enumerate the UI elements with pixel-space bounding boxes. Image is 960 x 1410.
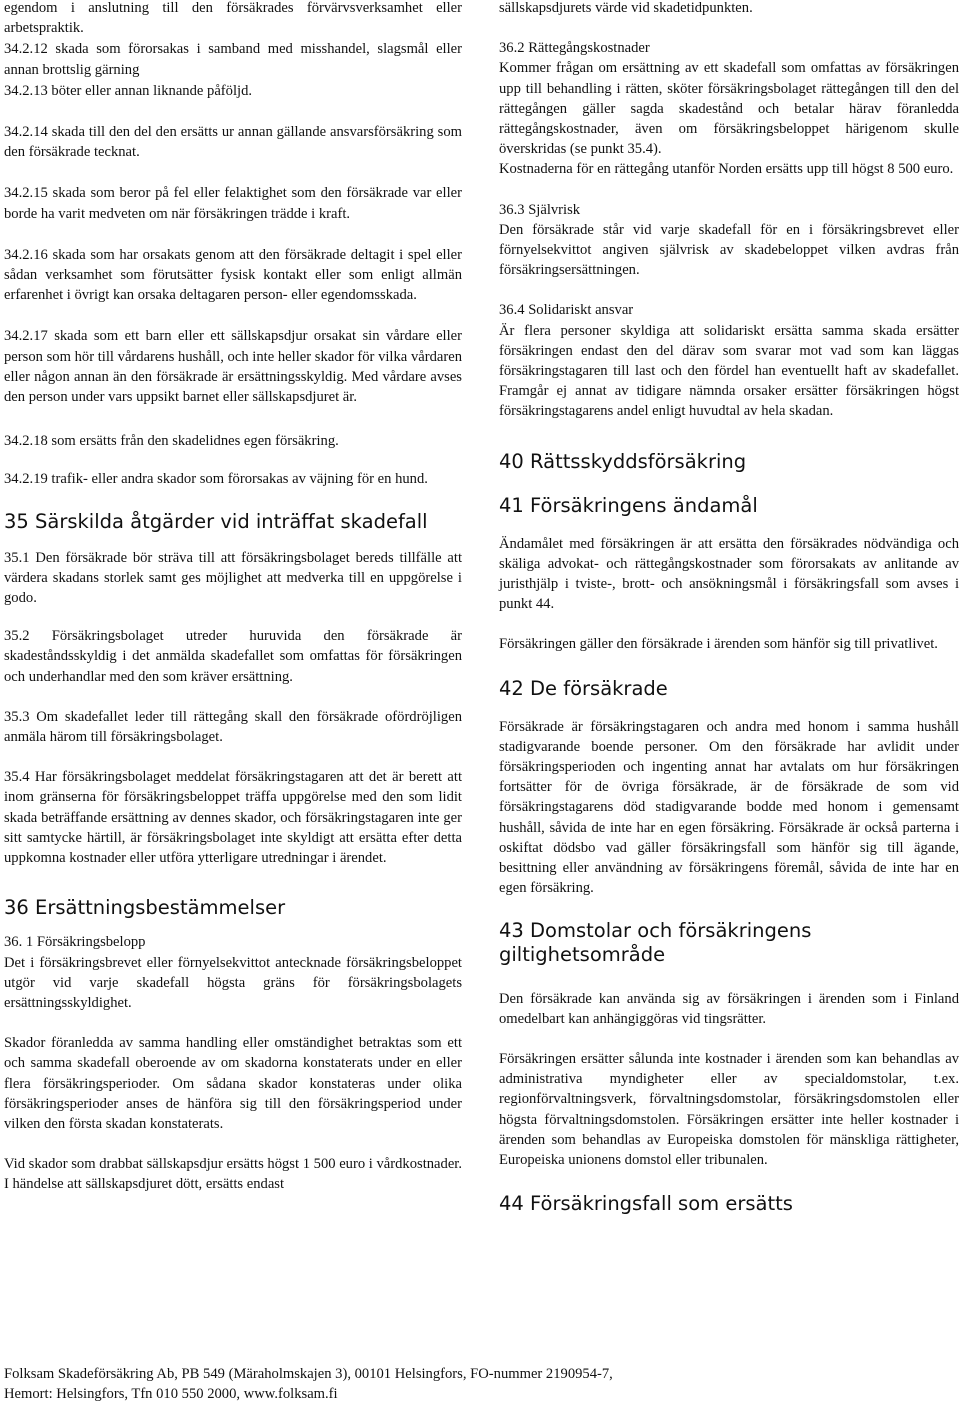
footer-contact-line: Hemort: Helsingfors, Tfn 010 550 2000, www.folksam.fi [4, 1386, 338, 1403]
section-heading-43: 43 Domstolar och försäkringens giltighetsområde [499, 918, 812, 966]
paragraph-34-2-14: 34.2.14 skada till den del den ersätts ur annan gällande ansvarsförsäkring som den försäkrade tecknat. [4, 124, 462, 161]
paragraph-36-1-pets: Vid skador som drabbat sällskapsdjur ersätts högst 1 500 euro i vårdkostnader. I händelse att sällskapsdjuret dött, ersätts endast [4, 1156, 462, 1193]
paragraph-35-2: 35.2 Försäkringsbolaget utreder huruvida den försäkrade är skadeståndsskyldig i det anmälda skadefallet som omfattas för försäkringen och underhandlar med den som kräver ersättning. [4, 628, 462, 685]
page-footer [4, 1364, 904, 1404]
paragraph-41-purpose: Ändamålet med försäkringen är att ersätta den försäkrades nödvändiga och skäliga advokat- och rättegångskostnader som förorsakats av anlitande av juristhjälp i tviste-, brott- och ansökningsmål i försäkringsfall som avses i punkt 44. [499, 535, 959, 613]
subheading-36-3: 36.3 Självrisk [499, 201, 581, 218]
paragraph-36-1: Det i försäkringsbrevet eller förnyelsekvittot antecknade försäkringsbeloppet utgör vid varje skadefall högsta gräns för försäkringsbolagets ersättningsskyldighet. [4, 954, 462, 1011]
paragraph: sällskapsdjurets värde vid skadetidpunkten. [499, 0, 753, 16]
right-column [499, 0, 959, 1216]
section-heading-36: 36 Ersättningsbestämmelser [4, 896, 286, 920]
section-heading-35: 35 Särskilda åtgärder vid inträffat skadefall [4, 509, 428, 533]
paragraph-42-insured: Försäkrade är försäkringstagaren och andra med honom i samma hushåll stadigvarande boende personer. Om den försäkrade har avlidit under försäkringsperioden och ingenting annat har avtalats om hur försäkringen fortsätter för de övriga försäkrade, är de försäkrade de som vid försäkringstagarens död stadigvarande bodde med honom i gemensamt hushåll, såvida de inte har en egen försäkring. Försäkrade är också parterna i oskiftat dödsbo vad gäller försäkringsfall som hänför sig till ägande, besittning eller användning av försäkringens föremål, såvida de inte har en egen försäkring. [499, 718, 959, 897]
paragraph-36-3: Den försäkrade står vid varje skadefall för en i försäkringsbrevet eller förnyelsekvittot angiven självrisk av skadebeloppet vilken avdras från försäkringsersättningen. [499, 221, 959, 279]
paragraph-43-exclusions: Försäkringen ersätter sålunda inte kostnader i ärenden som kan behandlas av administrativa myndigheter eller av specialdomstolar, t.ex. regionförvaltningsverk, förvaltningsdomstolar, försäkringsdomstolen eller högsta förvaltningsdomstolen. Försäkringen ersätter inte heller kostnader i ärenden som behandlas av Europeiska domstolen för mänskliga rättigheter, Europeiska unionens domstol eller tribunalen. [499, 1050, 959, 1168]
paragraph-34-2-19: 34.2.19 trafik- eller andra skador som förorsakas av väjning för en hund. [4, 471, 428, 488]
section-heading-44: 44 Försäkringsfall som ersätts [499, 1192, 793, 1216]
paragraph-35-3: 35.3 Om skadefallet leder till rättegång skall den försäkrade ofördröjligen anmäla härom till försäkringsbolaget. [4, 708, 462, 746]
paragraph-36-4: Är flera personer skyldiga att solidariskt ersätta samma skada ersätter försäkringen endast den del därav som svarar mot vad som kan läggas försäkringstagaren till last och den fördel han eventuellt haft av skadefallet. Framgår ej annat av tidigare nämnda orsaker ersätter försäkringen högst försäkringstagarens andel enligt huvudtal av hela skadan. [499, 322, 959, 420]
section-heading-41: 41 Försäkringens ändamål [499, 493, 758, 517]
paragraph: egendom i anslutning till den försäkrades förvärvsverksamhet eller arbetspraktik. [4, 0, 462, 37]
paragraph-43-courts: Den försäkrade kan använda sig av försäkringen i ärenden som i Finland omedelbart kan anhängiggöras vid tingsrätter. [499, 990, 959, 1027]
section-heading-42: 42 De försäkrade [499, 676, 668, 700]
paragraph-35-4: 35.4 Har försäkringsbolaget meddelat försäkringstagaren att det är berett att inom gränserna för försäkringsbeloppet träffa uppgörelse med den som lidit skada beträffande ersättning av dennes skador, och försäkringstagaren inte ger sitt samtycke härtill, är försäkringsbolaget inte skyldigt att ersätta efter detta uppkomna kostnader eller utföra ytterligare utredningar i ärendet. [4, 769, 462, 867]
paragraph-34-2-12: 34.2.12 skada som förorsakas i samband med misshandel, slagsmål eller annan brottslig gärning [4, 41, 462, 78]
paragraph-36-1-cont: Skador föranledda av samma handling eller omständighet betraktas som ett och samma skadefall oberoende av om skadorna konstaterats under en eller flera försäkringsperioder. Om sådana skador konstateras under olika försäkringsperioder anses de hänföra sig till den försäkringsperiod under vilken den första skadan konstaterats. [4, 1035, 462, 1132]
paragraph-35-1: 35.1 Den försäkrade bör sträva till att försäkringsbolaget bereds tillfälle att värdera skadans storlek samt ges möjlighet att medverka till en uppgörelse i godo. [4, 549, 462, 607]
subheading-36-4: 36.4 Solidariskt ansvar [499, 302, 634, 319]
paragraph-36-2: Kommer frågan om ersättning av ett skadefall som omfattas av försäkringen upp till behandling i rätten, sköter försäkringsbolaget rättegången till den del rättegången gäller sagda skadestånd och betalar härav föranledda rättegångskostnader, även om försäkringsbeloppet härigenom skulle överskridas (se punkt 35.4). [499, 60, 959, 158]
left-column [4, 0, 462, 1195]
subheading-36-1: 36. 1 Försäkringsbelopp [4, 934, 146, 951]
subheading-36-2: 36.2 Rättegångskostnader [499, 40, 650, 57]
paragraph-36-2-cont: Kostnaderna för en rättegång utanför Norden ersätts upp till högst 8 500 euro. [499, 161, 954, 178]
section-heading-40: 40 Rättsskyddsförsäkring [499, 449, 747, 473]
paragraph-34-2-16: 34.2.16 skada som har orsakats genom att den försäkrade deltagit i spel eller sådan verksamhet som förutsätter fysisk kontakt eller som enligt allmän erfarenhet i övrigt kan orsaka deltagaren person- eller egendomsskada. [4, 246, 462, 304]
paragraph-41-private: Försäkringen gäller den försäkrade i ärenden som hänför sig till privatlivet. [499, 636, 938, 653]
paragraph-34-2-17: 34.2.17 skada som ett barn eller ett sällskapsdjur orsakat sin vårdare eller person som hör till vårdarens hushåll, och inte heller skador för vilka vårdaren eller någon annan än den försäkrade är ersättningsskyldig. Med vårdare avses den person under vars uppsikt barnet eller sällskapsdjuret är. [4, 328, 462, 406]
paragraph-34-2-18: 34.2.18 som ersätts från den skadelidnes egen försäkring. [4, 433, 339, 450]
paragraph-34-2-13: 34.2.13 böter eller annan liknande påföljd. [4, 82, 253, 99]
paragraph-34-2-15: 34.2.15 skada som beror på fel eller felaktighet som den försäkrade var eller borde ha varit medveten om när försäkringen trädde i kraft. [4, 185, 462, 222]
footer-company-line: Folksam Skadeförsäkring Ab, PB 549 (Märaholmskajen 3), 00101 Helsingfors, FO-nummer 2190954-7, [4, 1366, 613, 1382]
